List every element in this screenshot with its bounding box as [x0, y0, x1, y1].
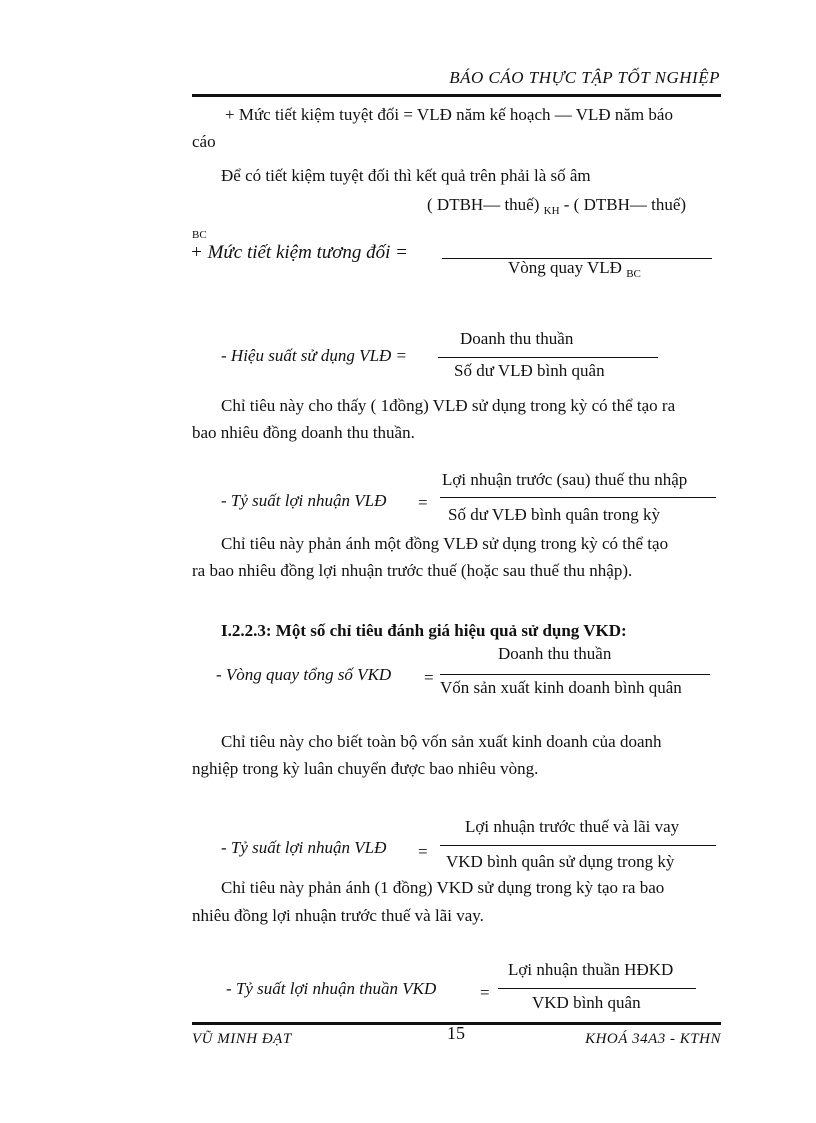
footer-class: KHOÁ 34A3 - KTHN	[585, 1031, 721, 1047]
formula-denominator: VKD bình quân	[532, 993, 641, 1012]
formula-label: - Vòng quay tổng số VKD	[216, 665, 392, 684]
formula-tag: BC	[192, 229, 207, 241]
formula-numerator: Doanh thu thuần	[498, 644, 612, 663]
formula-label: - Tỷ suất lợi nhuận thuần VKD	[226, 979, 437, 998]
text-line: nghiệp trong kỳ luân chuyển được bao nhiêu vòng.	[192, 759, 539, 778]
text-line: Chỉ tiêu này cho biết toàn bộ vốn sản xuất kinh doanh của doanh	[221, 732, 662, 751]
text-line: Chỉ tiêu này cho thấy ( 1đồng) VLĐ sử dụng trong kỳ có thể tạo ra	[221, 396, 676, 415]
footer-author: VŨ MINH ĐẠT	[192, 1031, 292, 1047]
formula-equals: =	[480, 983, 490, 1002]
formula-equals: =	[424, 668, 434, 687]
fraction-bar	[438, 357, 658, 358]
formula-numerator: ( DTBH— thuế) $_{KH}$ - ( DTBH— thuế)	[427, 195, 687, 217]
fraction-bar	[440, 845, 716, 846]
formula-denominator: Số dư VLĐ bình quân	[454, 361, 605, 380]
text-line: Chỉ tiêu này phản ánh (1 đồng) VKD sử dụng trong kỳ tạo ra bao	[221, 878, 665, 897]
text-line: Để có tiết kiệm tuyệt đối thì kết quả trên phải là số âm	[221, 166, 591, 185]
page-number: 15	[447, 1023, 465, 1043]
formula-denominator: Vòng quay VLĐ $_{BC}$	[508, 258, 641, 280]
formula-label: - Tỷ suất lợi nhuận VLĐ	[221, 491, 387, 510]
formula-denominator: Vốn sản xuất kinh doanh bình quân	[440, 678, 682, 697]
formula-numerator: Lợi nhuận trước thuế và lãi vay	[465, 817, 680, 836]
formula-numerator: Doanh thu thuần	[460, 329, 574, 348]
text-line: cáo	[192, 132, 216, 151]
fraction-bar	[440, 497, 716, 498]
formula-denominator: VKD bình quân sử dụng trong kỳ	[446, 852, 675, 871]
formula-numerator: Lợi nhuận trước (sau) thuế thu nhập	[442, 470, 688, 489]
formula-label: + Mức tiết kiệm tương đối =	[190, 242, 408, 263]
formula-label: - Hiệu suất sử dụng VLĐ =	[221, 346, 408, 365]
text-line: bao nhiêu đồng doanh thu thuần.	[192, 423, 415, 442]
formula-denominator: Số dư VLĐ bình quân trong kỳ	[448, 505, 660, 524]
fraction-bar	[440, 674, 710, 675]
text-line: + Mức tiết kiệm tuyệt đối = VLĐ năm kế hoạch — VLĐ năm báo	[225, 105, 673, 124]
fraction-bar	[498, 988, 696, 989]
header-rule	[192, 94, 721, 97]
running-header: BÁO CÁO THỰC TẬP TỐT NGHIỆP	[449, 68, 720, 87]
text-line: Chỉ tiêu này phản ánh một đồng VLĐ sử dụng trong kỳ có thể tạo	[221, 534, 669, 553]
formula-equals: =	[418, 842, 428, 861]
formula-label: - Tỷ suất lợi nhuận VLĐ	[221, 838, 387, 857]
section-heading: I.2.2.3: Một số chỉ tiêu đánh giá hiệu quả sử dụng VKD:	[221, 621, 627, 640]
formula-equals: =	[418, 493, 428, 512]
text-line: ra bao nhiêu đồng lợi nhuận trước thuế (hoặc sau thuế thu nhập).	[192, 561, 633, 580]
formula-numerator: Lợi nhuận thuần HĐKD	[508, 960, 674, 979]
text-line: nhiêu đồng lợi nhuận trước thuế và lãi vay.	[192, 906, 484, 925]
